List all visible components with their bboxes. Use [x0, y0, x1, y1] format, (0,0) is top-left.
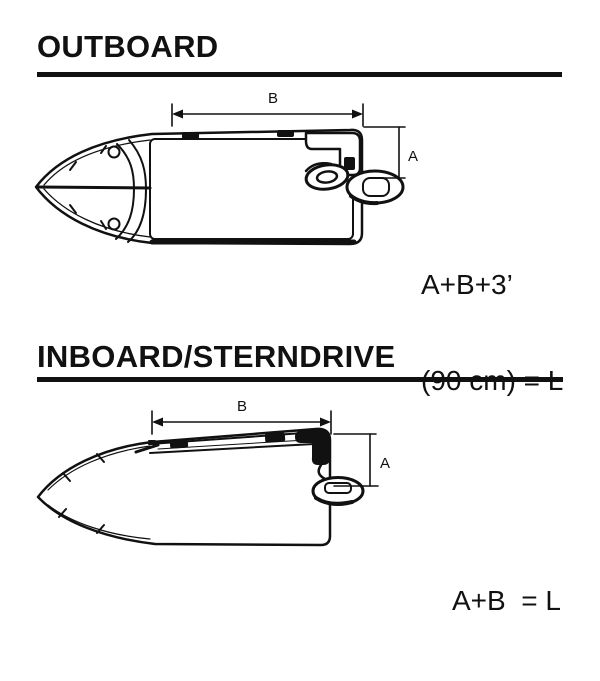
windshield [128, 140, 146, 242]
cleat [265, 432, 286, 442]
section-title-outboard: OUTBOARD [37, 29, 219, 64]
cleat [170, 439, 189, 448]
outboard-dimension-b [172, 90, 363, 126]
formula-outboard [421, 205, 563, 461]
bow-fitting [148, 440, 156, 445]
arrowhead-right-icon [320, 418, 331, 427]
inboard-dimension-b [152, 398, 331, 434]
bracket-link [319, 465, 325, 479]
arrowhead-left-icon [152, 418, 163, 427]
cleat [182, 132, 199, 139]
dimension-label-a: A [408, 148, 419, 165]
inboard-sterndrive-boat-illustration [38, 429, 363, 545]
hull-hatch-mark [101, 221, 106, 229]
dimension-label-b: B [268, 90, 279, 107]
transom-bracket [295, 429, 330, 465]
arrowhead-left-icon [172, 110, 183, 119]
section-title-inboard-sterndrive: INBOARD/STERNDRIVE [37, 339, 396, 374]
formula-line: (90 cm) = L [421, 365, 564, 396]
formula-line: A+B+3’ [421, 269, 513, 300]
outboard-boat-illustration [36, 130, 403, 244]
arrowhead-right-icon [352, 110, 363, 119]
cleat [277, 130, 294, 137]
hull-inner-edge-bottom [48, 505, 150, 539]
dimension-label-a: A [380, 455, 391, 472]
seat-circle [109, 147, 120, 158]
dimension-label-b: B [237, 398, 248, 415]
seat-circle [109, 219, 120, 230]
formula-inboard-sterndrive [452, 521, 561, 681]
formula-line: A+B = L [452, 585, 561, 616]
